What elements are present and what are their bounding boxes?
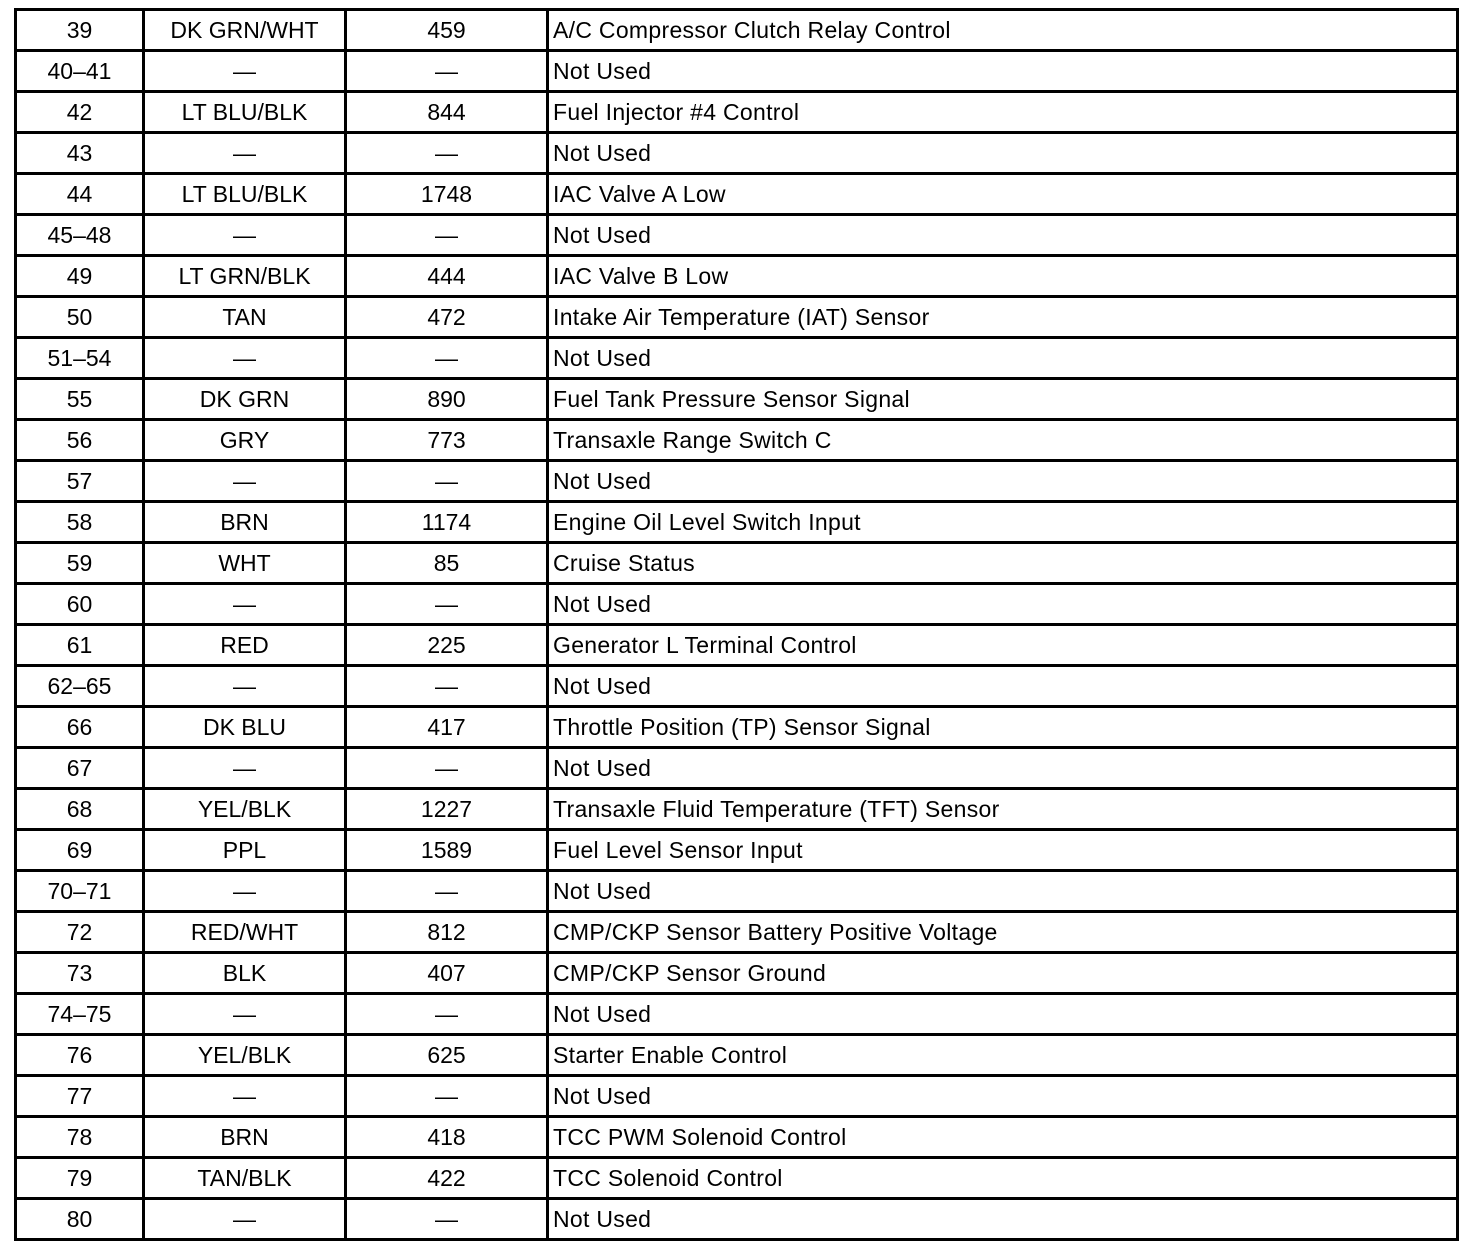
wire-color-cell: — bbox=[144, 133, 346, 174]
circuit-number-cell: 890 bbox=[346, 379, 548, 420]
function-cell: Generator L Terminal Control bbox=[548, 625, 1458, 666]
circuit-number-cell: — bbox=[346, 133, 548, 174]
wire-color-cell: YEL/BLK bbox=[144, 1035, 346, 1076]
circuit-number-cell: 1748 bbox=[346, 174, 548, 215]
wire-color-cell: LT BLU/BLK bbox=[144, 174, 346, 215]
circuit-number-cell: 472 bbox=[346, 297, 548, 338]
circuit-number-cell: 407 bbox=[346, 953, 548, 994]
wire-color-cell: — bbox=[144, 871, 346, 912]
wire-color-cell: — bbox=[144, 748, 346, 789]
wire-color-cell: RED bbox=[144, 625, 346, 666]
pin-number-cell: 51–54 bbox=[16, 338, 144, 379]
circuit-number-cell: — bbox=[346, 871, 548, 912]
wire-color-cell: DK BLU bbox=[144, 707, 346, 748]
circuit-number-cell: — bbox=[346, 1199, 548, 1240]
wire-color-cell: LT BLU/BLK bbox=[144, 92, 346, 133]
function-cell: Not Used bbox=[548, 51, 1458, 92]
function-cell: Throttle Position (TP) Sensor Signal bbox=[548, 707, 1458, 748]
pin-number-cell: 62–65 bbox=[16, 666, 144, 707]
table-row bbox=[16, 502, 1458, 543]
pin-number-cell: 67 bbox=[16, 748, 144, 789]
table-row bbox=[16, 420, 1458, 461]
pin-number-cell: 61 bbox=[16, 625, 144, 666]
pin-number-cell: 57 bbox=[16, 461, 144, 502]
function-cell: A/C Compressor Clutch Relay Control bbox=[548, 10, 1458, 51]
wire-color-cell: RED/WHT bbox=[144, 912, 346, 953]
wire-color-cell: — bbox=[144, 666, 346, 707]
wire-color-cell: — bbox=[144, 584, 346, 625]
pin-number-cell: 80 bbox=[16, 1199, 144, 1240]
pin-number-cell: 76 bbox=[16, 1035, 144, 1076]
wire-color-cell: — bbox=[144, 1199, 346, 1240]
circuit-number-cell: — bbox=[346, 748, 548, 789]
function-cell: Not Used bbox=[548, 461, 1458, 502]
table-row bbox=[16, 174, 1458, 215]
table-row bbox=[16, 953, 1458, 994]
wire-color-cell: LT GRN/BLK bbox=[144, 256, 346, 297]
function-cell: IAC Valve B Low bbox=[548, 256, 1458, 297]
connector-pinout-table bbox=[14, 8, 1459, 1241]
wire-color-cell: — bbox=[144, 1076, 346, 1117]
pin-number-cell: 40–41 bbox=[16, 51, 144, 92]
circuit-number-cell: 1589 bbox=[346, 830, 548, 871]
table-row bbox=[16, 461, 1458, 502]
circuit-number-cell: 773 bbox=[346, 420, 548, 461]
pin-number-cell: 66 bbox=[16, 707, 144, 748]
table-row bbox=[16, 584, 1458, 625]
circuit-number-cell: 444 bbox=[346, 256, 548, 297]
wire-color-cell: — bbox=[144, 51, 346, 92]
table-row bbox=[16, 51, 1458, 92]
wire-color-cell: DK GRN bbox=[144, 379, 346, 420]
table-row bbox=[16, 338, 1458, 379]
table-row bbox=[16, 92, 1458, 133]
pin-number-cell: 60 bbox=[16, 584, 144, 625]
function-cell: Engine Oil Level Switch Input bbox=[548, 502, 1458, 543]
wire-color-cell: BRN bbox=[144, 1117, 346, 1158]
table-row bbox=[16, 1117, 1458, 1158]
table-row bbox=[16, 379, 1458, 420]
wire-color-cell: — bbox=[144, 994, 346, 1035]
circuit-number-cell: — bbox=[346, 338, 548, 379]
table-row bbox=[16, 994, 1458, 1035]
table-row bbox=[16, 1199, 1458, 1240]
function-cell: Not Used bbox=[548, 133, 1458, 174]
table-row bbox=[16, 215, 1458, 256]
pin-number-cell: 45–48 bbox=[16, 215, 144, 256]
circuit-number-cell: 844 bbox=[346, 92, 548, 133]
wire-color-cell: — bbox=[144, 461, 346, 502]
circuit-number-cell: 1227 bbox=[346, 789, 548, 830]
table-row bbox=[16, 830, 1458, 871]
table-row bbox=[16, 707, 1458, 748]
table-row bbox=[16, 543, 1458, 584]
function-cell: Not Used bbox=[548, 338, 1458, 379]
circuit-number-cell: 625 bbox=[346, 1035, 548, 1076]
pin-number-cell: 79 bbox=[16, 1158, 144, 1199]
wire-color-cell: DK GRN/WHT bbox=[144, 10, 346, 51]
table-row bbox=[16, 666, 1458, 707]
function-cell: Starter Enable Control bbox=[548, 1035, 1458, 1076]
function-cell: Not Used bbox=[548, 1199, 1458, 1240]
table-row bbox=[16, 297, 1458, 338]
circuit-number-cell: 225 bbox=[346, 625, 548, 666]
wire-color-cell: — bbox=[144, 338, 346, 379]
pin-number-cell: 69 bbox=[16, 830, 144, 871]
circuit-number-cell: — bbox=[346, 51, 548, 92]
function-cell: CMP/CKP Sensor Ground bbox=[548, 953, 1458, 994]
function-cell: Not Used bbox=[548, 994, 1458, 1035]
pin-number-cell: 74–75 bbox=[16, 994, 144, 1035]
table-row bbox=[16, 912, 1458, 953]
table-row bbox=[16, 871, 1458, 912]
table-row bbox=[16, 1035, 1458, 1076]
function-cell: Fuel Injector #4 Control bbox=[548, 92, 1458, 133]
function-cell: IAC Valve A Low bbox=[548, 174, 1458, 215]
pin-number-cell: 68 bbox=[16, 789, 144, 830]
function-cell: Not Used bbox=[548, 215, 1458, 256]
circuit-number-cell: — bbox=[346, 461, 548, 502]
function-cell: CMP/CKP Sensor Battery Positive Voltage bbox=[548, 912, 1458, 953]
circuit-number-cell: 459 bbox=[346, 10, 548, 51]
circuit-number-cell: 422 bbox=[346, 1158, 548, 1199]
function-cell: Transaxle Range Switch C bbox=[548, 420, 1458, 461]
pin-number-cell: 58 bbox=[16, 502, 144, 543]
table-row bbox=[16, 789, 1458, 830]
circuit-number-cell: 812 bbox=[346, 912, 548, 953]
pin-number-cell: 42 bbox=[16, 92, 144, 133]
circuit-number-cell: — bbox=[346, 1076, 548, 1117]
function-cell: Not Used bbox=[548, 584, 1458, 625]
pin-number-cell: 49 bbox=[16, 256, 144, 297]
circuit-number-cell: 417 bbox=[346, 707, 548, 748]
pin-number-cell: 50 bbox=[16, 297, 144, 338]
function-cell: Not Used bbox=[548, 871, 1458, 912]
table-row bbox=[16, 748, 1458, 789]
pin-number-cell: 56 bbox=[16, 420, 144, 461]
wire-color-cell: YEL/BLK bbox=[144, 789, 346, 830]
function-cell: Not Used bbox=[548, 1076, 1458, 1117]
table-row bbox=[16, 1158, 1458, 1199]
function-cell: Not Used bbox=[548, 748, 1458, 789]
wire-color-cell: WHT bbox=[144, 543, 346, 584]
circuit-number-cell: 1174 bbox=[346, 502, 548, 543]
pin-number-cell: 39 bbox=[16, 10, 144, 51]
pinout-table-body bbox=[16, 10, 1458, 1240]
function-cell: TCC Solenoid Control bbox=[548, 1158, 1458, 1199]
circuit-number-cell: — bbox=[346, 994, 548, 1035]
wire-color-cell: BLK bbox=[144, 953, 346, 994]
function-cell: Fuel Level Sensor Input bbox=[548, 830, 1458, 871]
function-cell: TCC PWM Solenoid Control bbox=[548, 1117, 1458, 1158]
wire-color-cell: — bbox=[144, 215, 346, 256]
function-cell: Not Used bbox=[548, 666, 1458, 707]
pin-number-cell: 43 bbox=[16, 133, 144, 174]
pin-number-cell: 78 bbox=[16, 1117, 144, 1158]
table-row bbox=[16, 133, 1458, 174]
pin-number-cell: 70–71 bbox=[16, 871, 144, 912]
wire-color-cell: TAN/BLK bbox=[144, 1158, 346, 1199]
wire-color-cell: PPL bbox=[144, 830, 346, 871]
circuit-number-cell: — bbox=[346, 584, 548, 625]
pin-number-cell: 59 bbox=[16, 543, 144, 584]
circuit-number-cell: 85 bbox=[346, 543, 548, 584]
table-row bbox=[16, 256, 1458, 297]
table-row bbox=[16, 625, 1458, 666]
wire-color-cell: TAN bbox=[144, 297, 346, 338]
pin-number-cell: 77 bbox=[16, 1076, 144, 1117]
table-row bbox=[16, 10, 1458, 51]
circuit-number-cell: — bbox=[346, 215, 548, 256]
pin-number-cell: 44 bbox=[16, 174, 144, 215]
function-cell: Intake Air Temperature (IAT) Sensor bbox=[548, 297, 1458, 338]
function-cell: Transaxle Fluid Temperature (TFT) Sensor bbox=[548, 789, 1458, 830]
function-cell: Cruise Status bbox=[548, 543, 1458, 584]
circuit-number-cell: 418 bbox=[346, 1117, 548, 1158]
circuit-number-cell: — bbox=[346, 666, 548, 707]
pin-number-cell: 73 bbox=[16, 953, 144, 994]
pin-number-cell: 72 bbox=[16, 912, 144, 953]
wire-color-cell: BRN bbox=[144, 502, 346, 543]
function-cell: Fuel Tank Pressure Sensor Signal bbox=[548, 379, 1458, 420]
wire-color-cell: GRY bbox=[144, 420, 346, 461]
pin-number-cell: 55 bbox=[16, 379, 144, 420]
table-row bbox=[16, 1076, 1458, 1117]
